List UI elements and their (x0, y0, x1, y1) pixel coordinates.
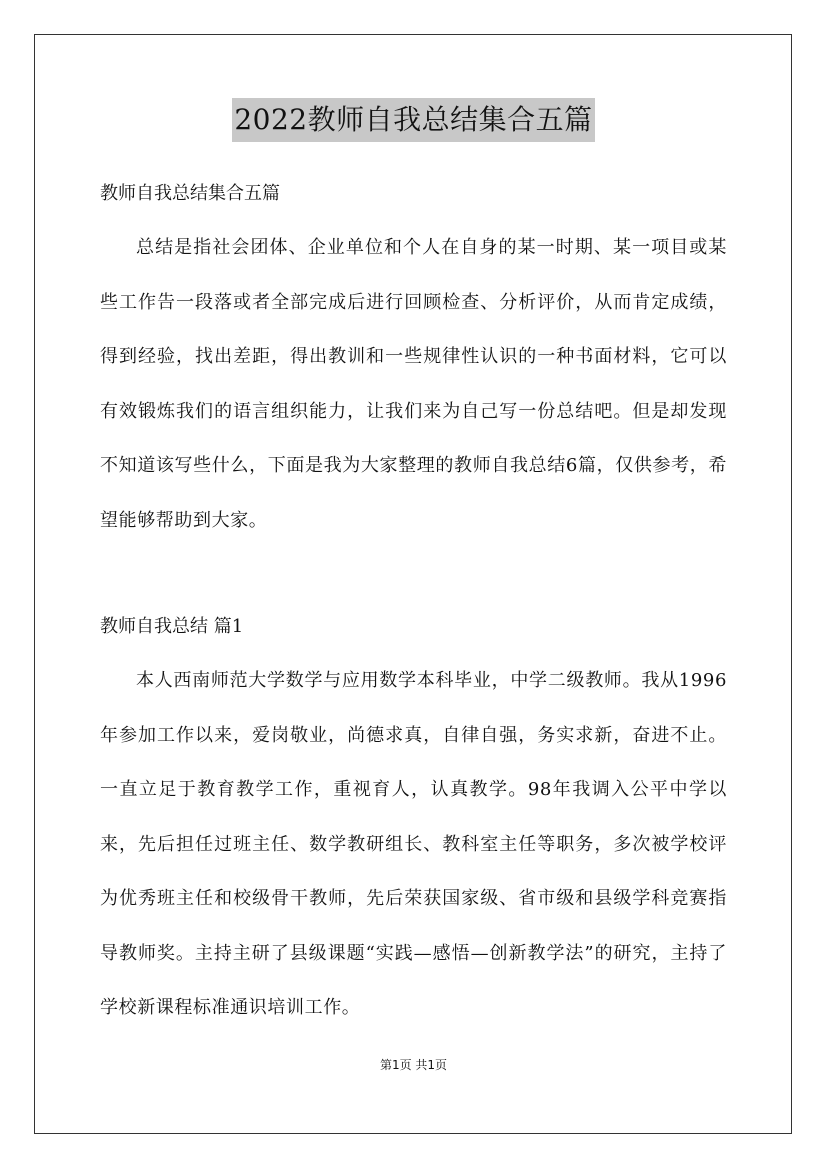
section-1-heading: 教师自我总结 篇1 (100, 616, 244, 637)
title-container (0, 98, 827, 142)
document-title: 2022教师自我总结集合五篇 (232, 98, 594, 142)
intro-paragraph: 总结是指社会团体、企业单位和个人在自身的某一时期、某一项目或某些工作告一段落或者全部完成后进行回顾检查、分析评价，从而肯定成绩，得到经验，找出差距，得出教训和一些规律性认识的一种书面材料，它可以有效锻炼我们的语言组织能力，让我们来为自己写一份总结吧。但是却发现不知道该写些什么，下面是我为大家整理的教师自我总结6篇，仅供参考，希望能够帮助到大家。 (100, 237, 727, 531)
intro-heading: 教师自我总结集合五篇 (100, 183, 280, 204)
page-footer: 第1页 共1页 (379, 1058, 448, 1072)
section-1-paragraph: 本人西南师范大学数学与应用数学本科毕业，中学二级教师。我从1996年参加工作以来，爱岗敬业，尚德求真，自律自强，务实求新，奋进不止。一直立足于教育教学工作，重视育人，认真教学。98年我调入公平中学以来，先后担任过班主任、数学教研组长、教科室主任等职务，多次被学校评为优秀班主任和校级骨干教师，先后荣获国家级、省市级和县级学科竞赛指导教师奖。主持主研了县级课题“实践—感悟—创新教学法”的研究，主持了学校新课程标准通识培训工作。 (100, 670, 727, 1018)
